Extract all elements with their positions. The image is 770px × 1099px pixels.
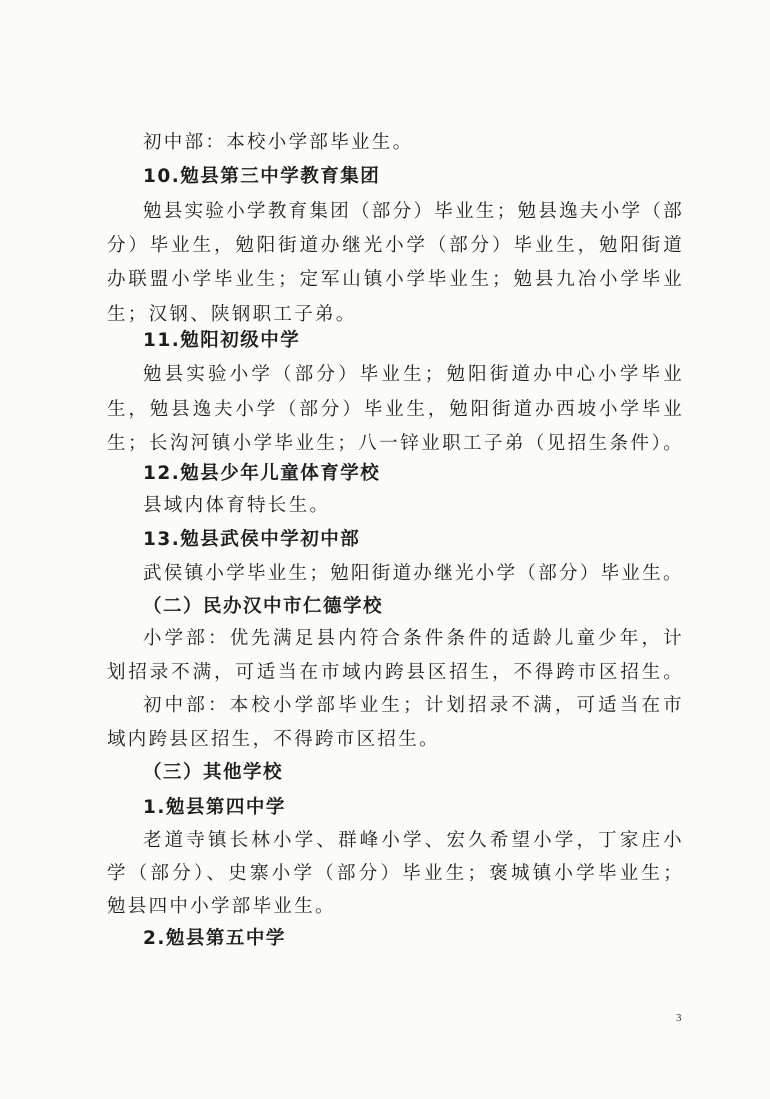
paragraph-line: 生；汉钢、陕钢职工子弟。 (107, 304, 357, 325)
page-number: 3 (676, 1012, 682, 1024)
section-heading: 1.勉县第四中学 (143, 797, 286, 818)
paragraph-line: 勉县实验小学教育集团（部分）毕业生；勉县逸夫小学（部 (143, 201, 684, 222)
section-heading: 10.勉县第三中学教育集团 (143, 166, 381, 187)
paragraph-line: 生；长沟河镇小学毕业生；八一锌业职工子弟（见招生条件）。 (107, 433, 684, 454)
paragraph-line: 生，勉县逸夫小学（部分）毕业生，勉阳街道办西坡小学毕业 (107, 399, 684, 420)
paragraph-line: 勉县四中小学部毕业生。 (107, 896, 336, 917)
paragraph-line: 武侯镇小学毕业生；勉阳街道办继光小学（部分）毕业生。 (143, 563, 684, 584)
paragraph-line: 学（部分）、史寨小学（部分）毕业生；褒城镇小学毕业生； (107, 863, 684, 884)
section-heading: 13.勉县武侯中学初中部 (143, 529, 361, 550)
paragraph-line: 县域内体育特长生。 (143, 495, 331, 516)
paragraph-line: 分）毕业生，勉阳街道办继光小学（部分）毕业生，勉阳街道 (107, 235, 684, 256)
section-heading: 2.勉县第五中学 (143, 928, 286, 949)
section-heading: 12.勉县少年儿童体育学校 (143, 463, 381, 484)
paragraph-line: 办联盟小学毕业生；定军山镇小学毕业生；勉县九冶小学毕业 (107, 269, 684, 290)
paragraph-line: 初中部：本校小学部毕业生。 (143, 132, 414, 153)
section-heading: 11.勉阳初级中学 (143, 330, 301, 351)
paragraph-line: 小学部：优先满足县内符合条件条件的适龄儿童少年，计 (143, 628, 684, 649)
section-heading: （二）民办汉中市仁德学校 (143, 596, 384, 617)
paragraph-line: 初中部：本校小学部毕业生；计划招录不满，可适当在市 (143, 695, 684, 716)
paragraph-line: 域内跨县区招生，不得跨市区招生。 (107, 729, 440, 750)
section-heading: （三）其他学校 (143, 762, 284, 783)
paragraph-line: 划招录不满，可适当在市域内跨县区招生，不得跨市区招生。 (107, 662, 684, 683)
paragraph-line: 老道寺镇长林小学、群峰小学、宏久希望小学，丁家庄小 (143, 830, 684, 851)
paragraph-line: 勉县实验小学（部分）毕业生；勉阳街道办中心小学毕业 (143, 364, 684, 385)
